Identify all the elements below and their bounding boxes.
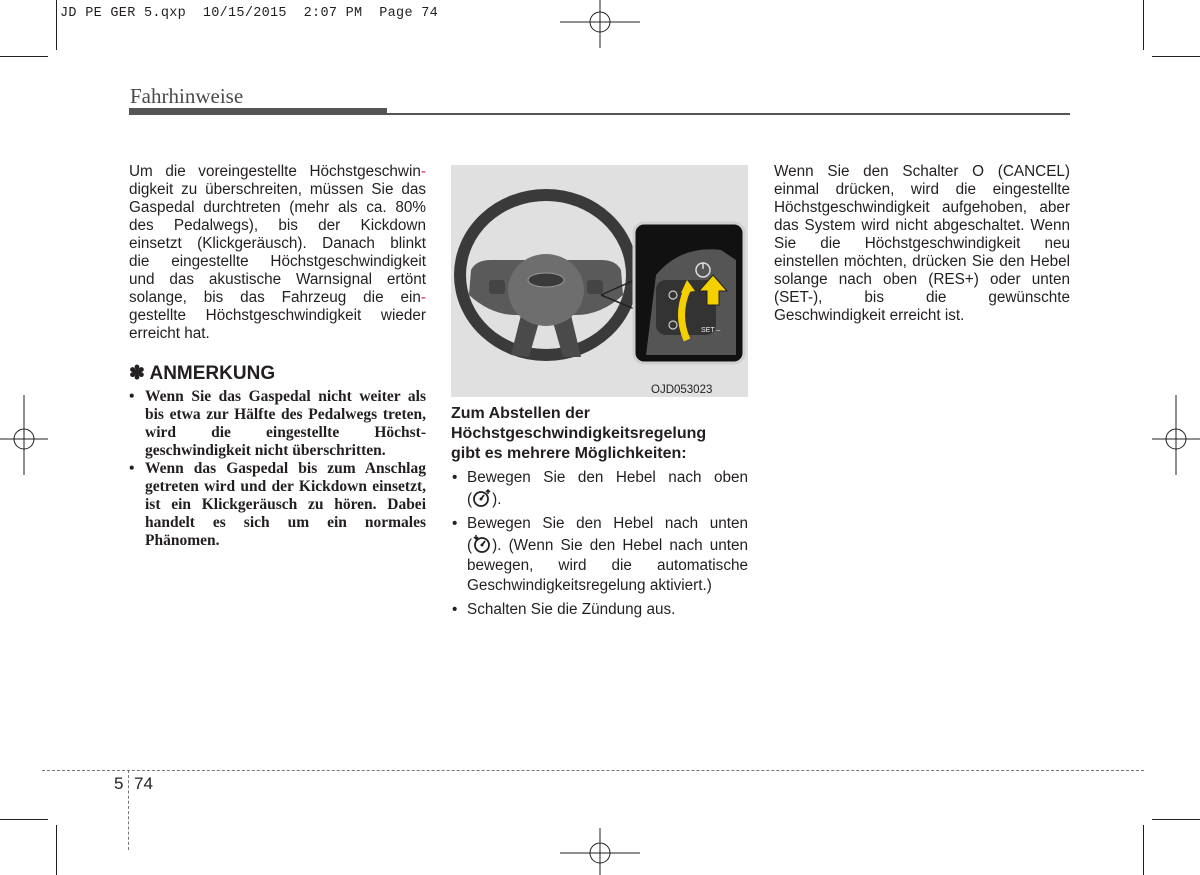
list-item: • Schalten Sie die Zündung aus.: [452, 601, 676, 618]
bullet: •: [452, 601, 458, 618]
crop-mark: [1143, 0, 1144, 50]
section-title: Fahrhinweise: [130, 84, 244, 108]
cancel-paragraph: Wenn Sie den Schalter O (CANCEL) einmal drücken, wird die eingestellte Höchstgeschwindigkeit aufgehoben, aber das System wird nicht abgeschaltet. Wenn Sie die Höchstgeschwindigkeit neu einstellen möchten, drücken Sie den Hebel solange nach oben (RES+) oder unten (SET-), bis die gewünschte Geschwindigkeit erreicht ist.: [774, 163, 1070, 324]
paragraph-line: die eingestellte Höchstgeschwindigkeit: [129, 253, 426, 270]
registration-mark-left: [0, 395, 48, 475]
steering-wheel-illustration: [451, 165, 748, 397]
crop-mark: [56, 0, 57, 50]
cancel-heading: Zum Abstellen der Höchstgeschwindigkeitsregelung gibt es mehrere Möglichkeiten:: [451, 405, 707, 462]
note-heading: ✽ ANMERKUNG: [129, 363, 276, 384]
crop-mark: [0, 56, 48, 57]
paragraph-line: erreicht hat.: [129, 325, 210, 342]
crop-mark: [1143, 825, 1144, 875]
registration-mark-bottom: [560, 828, 640, 875]
crop-mark: [1152, 819, 1200, 820]
intro-paragraph: [129, 163, 426, 343]
header-rule-thick: [129, 108, 387, 115]
bullet: •: [129, 388, 135, 405]
footer-divider: [42, 770, 1144, 771]
figure-caption: OJD053023: [651, 384, 713, 396]
note-list: [129, 388, 426, 550]
note-item: • Wenn das Gaspedal bis zum Anschlag getreten wird und der Kickdown einsetzt, ist ein Klickgeräusch zu hören. Dabei handelt es sich um ein normales Phänomen.: [129, 460, 426, 549]
paragraph-line: digkeit zu überschreiten, müssen Sie das: [129, 181, 426, 198]
footer-divider-vertical: [128, 770, 129, 850]
paragraph-line: gestellte Höchstgeschwindigkeit wieder: [129, 307, 426, 324]
chapter-number: 5: [114, 774, 124, 793]
paragraph-line: des Pedalwegs), bis der Kickdown: [129, 217, 426, 234]
crop-mark: [56, 825, 57, 875]
list-item: • Bewegen Sie den Hebel nach oben ( ).: [452, 469, 748, 508]
svg-text:SET ‒: SET ‒: [701, 327, 721, 334]
note-item: • Wenn Sie das Gaspedal nicht weiter als bis etwa zur Hälfte des Pedalwegs treten, wird die eingestellte Höchst-geschwindigkeit nicht überschritten.: [129, 388, 426, 459]
registration-mark-top: [560, 0, 640, 50]
print-slug: JD PE GER 5.qxp 10/15/2015 2:07 PM Page 74: [60, 6, 439, 21]
paragraph-line: Gaspedal durchtreten (mehr als ca. 80%: [129, 199, 426, 216]
cruise-resume-icon: [472, 488, 492, 508]
list-item: • Bewegen Sie den Hebel nach unten ( ). (Wenn Sie den Hebel nach unten bewegen, wird die automatische Geschwindigkeitsregelung aktiviert.): [452, 515, 748, 594]
crop-mark: [0, 819, 48, 820]
page-number: 74: [134, 774, 153, 793]
crop-mark: [1152, 56, 1200, 57]
bullet: •: [452, 515, 458, 532]
header-rule-thin: [387, 113, 1070, 115]
paragraph-line: solange, bis das Fahrzeug die ein-: [129, 289, 426, 306]
bullet: •: [452, 469, 458, 486]
steering-wheel-figure: [451, 165, 748, 397]
paragraph-line: Um die voreingestellte Höchstgeschwin-: [129, 163, 426, 180]
paragraph-line: einsetzt (Klickgeräusch). Danach blinkt: [129, 235, 426, 252]
bullet: •: [129, 460, 135, 477]
registration-mark-right: [1152, 395, 1200, 475]
cancel-options-list: [451, 468, 748, 620]
paragraph-line: und das akustische Warnsignal ertönt: [129, 271, 426, 288]
cruise-set-icon: [472, 534, 492, 554]
